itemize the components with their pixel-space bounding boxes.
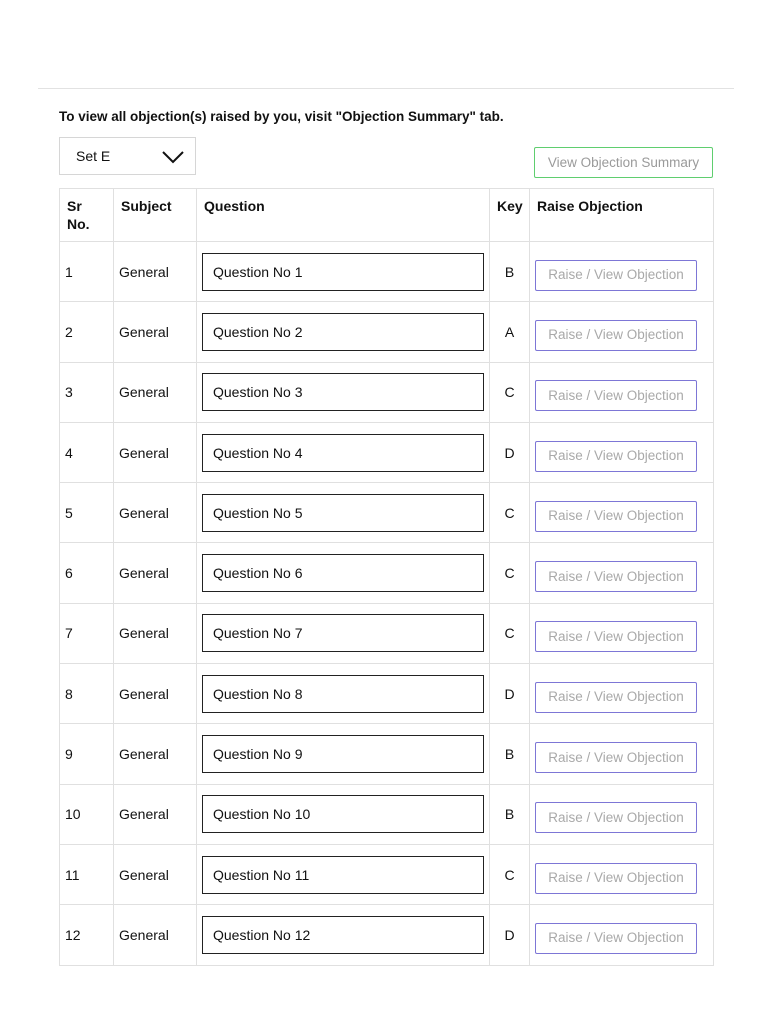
sr-no-cell: 3: [60, 362, 114, 422]
table-row: [60, 724, 714, 784]
subject-cell: General: [114, 664, 197, 724]
key-cell: C: [490, 844, 530, 904]
subject-cell: General: [114, 362, 197, 422]
question-box[interactable]: Question No 8: [202, 675, 484, 713]
question-box[interactable]: Question No 4: [202, 434, 484, 472]
sr-no-cell: 10: [60, 784, 114, 844]
sr-no-cell: 11: [60, 844, 114, 904]
table-header-row: [60, 189, 714, 242]
raise-view-objection-button[interactable]: Raise / View Objection: [535, 802, 697, 833]
subject-cell: General: [114, 844, 197, 904]
key-cell: D: [490, 664, 530, 724]
question-box[interactable]: Question No 3: [202, 373, 484, 411]
question-cell: [197, 844, 490, 904]
sr-no-cell: 1: [60, 242, 114, 302]
question-cell: [197, 784, 490, 844]
set-select[interactable]: [59, 137, 196, 175]
objection-table: [59, 188, 714, 966]
table-row: [60, 844, 714, 904]
objection-notice: To view all objection(s) raised by you, visit "Objection Summary" tab.: [59, 109, 504, 124]
subject-cell: General: [114, 603, 197, 663]
key-cell: B: [490, 784, 530, 844]
question-box[interactable]: Question No 1: [202, 253, 484, 291]
header-question: Question: [197, 189, 490, 242]
header-subject: Subject: [114, 189, 197, 242]
key-cell: A: [490, 302, 530, 362]
question-cell: [197, 603, 490, 663]
subject-cell: General: [114, 724, 197, 784]
subject-cell: General: [114, 784, 197, 844]
raise-objection-cell: [530, 784, 714, 844]
table-row: [60, 905, 714, 965]
question-box[interactable]: Question No 11: [202, 856, 484, 894]
raise-objection-cell: [530, 603, 714, 663]
question-cell: [197, 905, 490, 965]
chevron-down-icon: [161, 146, 185, 168]
table-row: [60, 483, 714, 543]
raise-objection-cell: [530, 905, 714, 965]
question-cell: [197, 302, 490, 362]
header-raise-objection: Raise Objection: [530, 189, 714, 242]
subject-cell: General: [114, 242, 197, 302]
raise-view-objection-button[interactable]: Raise / View Objection: [535, 561, 697, 592]
question-box[interactable]: Question No 7: [202, 614, 484, 652]
top-divider: [38, 88, 734, 89]
question-cell: [197, 242, 490, 302]
set-select-value: Set E: [76, 148, 111, 164]
raise-objection-cell: [530, 844, 714, 904]
key-cell: B: [490, 242, 530, 302]
raise-objection-cell: [530, 724, 714, 784]
raise-view-objection-button[interactable]: Raise / View Objection: [535, 621, 697, 652]
question-box[interactable]: Question No 9: [202, 735, 484, 773]
question-box[interactable]: Question No 5: [202, 494, 484, 532]
raise-objection-cell: [530, 483, 714, 543]
subject-cell: General: [114, 422, 197, 482]
table-row: [60, 362, 714, 422]
subject-cell: General: [114, 905, 197, 965]
raise-view-objection-button[interactable]: Raise / View Objection: [535, 260, 697, 291]
raise-view-objection-button[interactable]: Raise / View Objection: [535, 682, 697, 713]
key-cell: C: [490, 543, 530, 603]
subject-cell: General: [114, 302, 197, 362]
raise-objection-cell: [530, 543, 714, 603]
raise-view-objection-button[interactable]: Raise / View Objection: [535, 863, 697, 894]
question-box[interactable]: Question No 2: [202, 313, 484, 351]
table-row: [60, 302, 714, 362]
key-cell: D: [490, 905, 530, 965]
raise-view-objection-button[interactable]: Raise / View Objection: [535, 441, 697, 472]
raise-view-objection-button[interactable]: Raise / View Objection: [535, 923, 697, 954]
sr-no-cell: 6: [60, 543, 114, 603]
view-objection-summary-button[interactable]: View Objection Summary: [534, 147, 713, 178]
raise-objection-cell: [530, 362, 714, 422]
sr-no-cell: 2: [60, 302, 114, 362]
subject-cell: General: [114, 483, 197, 543]
sr-no-cell: 9: [60, 724, 114, 784]
question-cell: [197, 543, 490, 603]
raise-objection-cell: [530, 302, 714, 362]
question-cell: [197, 664, 490, 724]
table-row: [60, 242, 714, 302]
question-cell: [197, 422, 490, 482]
table-row: [60, 664, 714, 724]
sr-no-cell: 8: [60, 664, 114, 724]
question-cell: [197, 483, 490, 543]
key-cell: D: [490, 422, 530, 482]
table-row: [60, 422, 714, 482]
table-row: [60, 603, 714, 663]
raise-view-objection-button[interactable]: Raise / View Objection: [535, 742, 697, 773]
question-box[interactable]: Question No 12: [202, 916, 484, 954]
raise-objection-cell: [530, 422, 714, 482]
raise-objection-cell: [530, 664, 714, 724]
sr-no-cell: 5: [60, 483, 114, 543]
question-cell: [197, 724, 490, 784]
question-box[interactable]: Question No 10: [202, 795, 484, 833]
subject-cell: General: [114, 543, 197, 603]
table-row: [60, 784, 714, 844]
sr-no-cell: 12: [60, 905, 114, 965]
sr-no-cell: 4: [60, 422, 114, 482]
key-cell: C: [490, 603, 530, 663]
sr-no-cell: 7: [60, 603, 114, 663]
key-cell: B: [490, 724, 530, 784]
key-cell: C: [490, 483, 530, 543]
table-row: [60, 543, 714, 603]
raise-view-objection-button[interactable]: Raise / View Objection: [535, 320, 697, 351]
header-key: Key: [490, 189, 530, 242]
header-sr-no: Sr No.: [60, 189, 114, 242]
question-box[interactable]: Question No 6: [202, 554, 484, 592]
raise-view-objection-button[interactable]: Raise / View Objection: [535, 501, 697, 532]
raise-objection-cell: [530, 242, 714, 302]
raise-view-objection-button[interactable]: Raise / View Objection: [535, 380, 697, 411]
key-cell: C: [490, 362, 530, 422]
question-cell: [197, 362, 490, 422]
